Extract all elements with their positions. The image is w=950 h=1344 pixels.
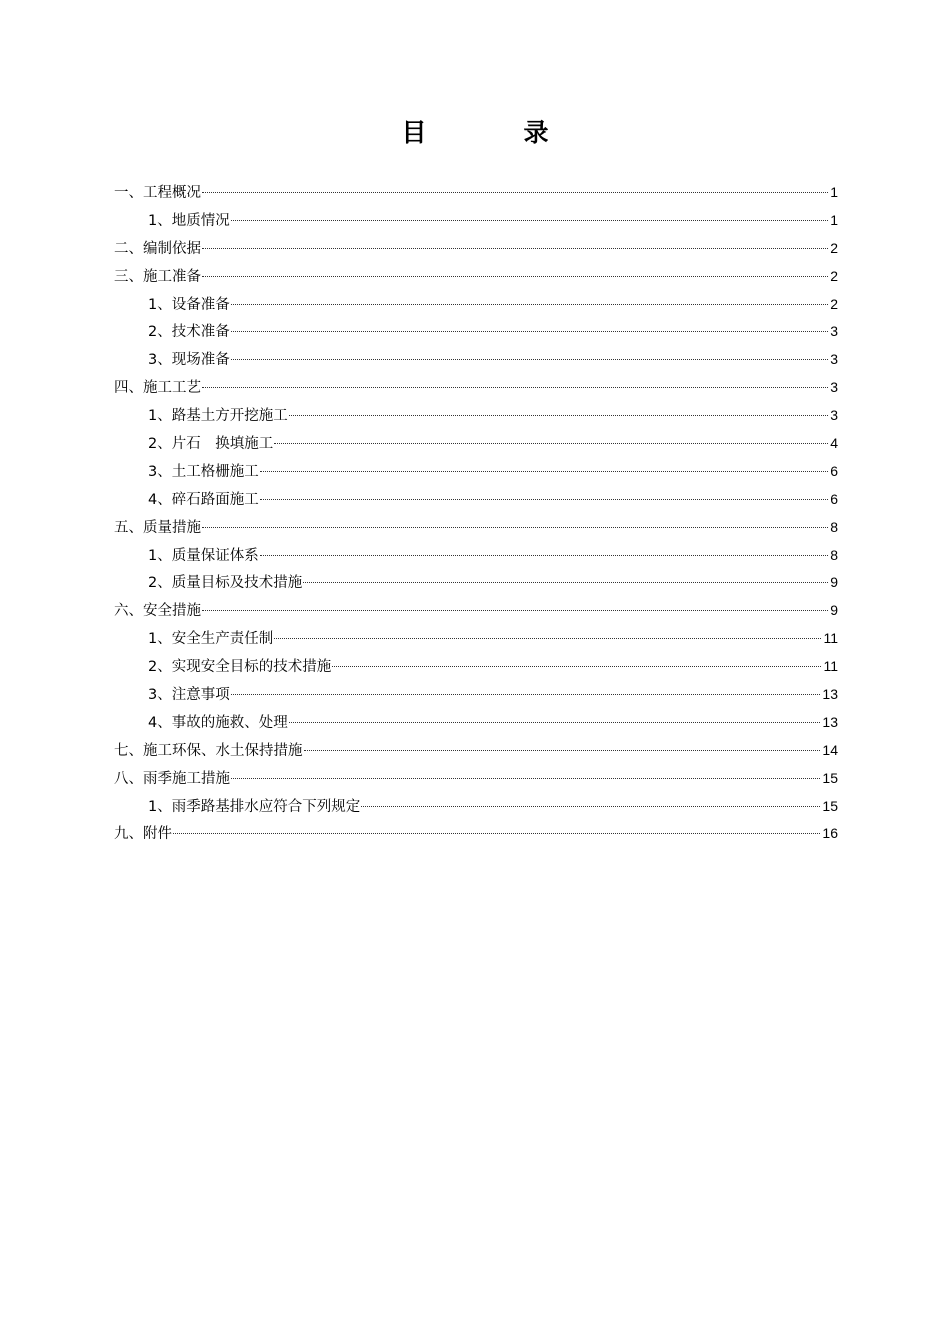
toc-entry[interactable] [114, 430, 838, 458]
toc-entry-page-number: 2 [830, 239, 838, 256]
toc-entry-page-number: 14 [822, 741, 838, 758]
toc-entry-page-number: 2 [830, 267, 838, 284]
dot-leader [231, 220, 828, 221]
toc-entry[interactable] [114, 737, 838, 765]
dot-leader [202, 276, 828, 277]
toc-entry-text: 2、片石 换填施工 [148, 436, 274, 453]
toc-list [114, 179, 838, 848]
toc-entry[interactable] [114, 263, 838, 291]
toc-entry[interactable] [114, 291, 838, 319]
toc-entry[interactable] [114, 514, 838, 542]
dot-leader [260, 471, 828, 472]
toc-entry[interactable] [114, 346, 838, 374]
dot-leader [274, 443, 828, 444]
toc-entry[interactable] [114, 597, 838, 625]
toc-entry-page-number: 16 [822, 825, 838, 842]
dot-leader [332, 666, 821, 667]
dot-leader [231, 359, 828, 360]
toc-entry-text: 2、技术准备 [148, 324, 230, 341]
toc-entry[interactable] [114, 765, 838, 793]
dot-leader [260, 499, 828, 500]
toc-entry-page-number: 2 [830, 295, 838, 312]
toc-entry-text: 1、路基土方开挖施工 [148, 408, 288, 425]
toc-entry-text: 八、雨季施工措施 [114, 770, 230, 787]
toc-entry[interactable] [114, 374, 838, 402]
dot-leader [173, 833, 820, 834]
dot-leader [202, 387, 828, 388]
toc-entry[interactable] [114, 179, 838, 207]
toc-entry-text: 4、事故的施救、处理 [148, 714, 288, 731]
toc-entry-page-number: 8 [830, 546, 838, 563]
dot-leader [303, 582, 828, 583]
toc-entry-text: 一、工程概况 [114, 185, 201, 201]
toc-entry-page-number: 3 [830, 323, 838, 340]
toc-entry-text: 1、质量保证体系 [148, 547, 259, 564]
toc-entry-text: 3、土工格栅施工 [148, 463, 259, 480]
toc-entry-page-number: 3 [830, 379, 838, 396]
toc-entry-text: 2、质量目标及技术措施 [148, 575, 303, 592]
toc-entry-page-number: 6 [830, 462, 838, 479]
toc-entry-text: 六、安全措施 [114, 603, 201, 620]
dot-leader [289, 415, 828, 416]
toc-entry[interactable] [114, 709, 838, 737]
toc-entry-page-number: 9 [830, 574, 838, 591]
toc-entry-page-number: 6 [830, 490, 838, 507]
toc-entry-page-number: 15 [822, 769, 838, 786]
dot-leader [202, 192, 828, 193]
toc-entry-text: 4、碎石路面施工 [148, 491, 259, 508]
toc-entry-page-number: 3 [830, 407, 838, 424]
toc-entry-page-number: 11 [823, 658, 838, 675]
toc-entry-text: 七、施工环保、水土保持措施 [114, 742, 303, 759]
dot-leader [231, 331, 828, 332]
toc-entry-page-number: 13 [822, 713, 838, 730]
toc-entry[interactable] [114, 235, 838, 263]
toc-entry[interactable] [114, 681, 838, 709]
toc-entry[interactable] [114, 402, 838, 430]
toc-entry-page-number: 11 [823, 630, 838, 647]
toc-entry-page-number: 3 [830, 351, 838, 368]
toc-entry-text: 四、施工工艺 [114, 380, 201, 397]
dot-leader [202, 610, 828, 611]
dot-leader [274, 638, 821, 639]
dot-leader [231, 778, 820, 779]
toc-entry[interactable] [114, 486, 838, 514]
dot-leader [202, 248, 828, 249]
toc-entry[interactable] [114, 820, 838, 848]
toc-entry-page-number: 1 [830, 211, 838, 228]
toc-entry[interactable] [114, 542, 838, 570]
toc-entry-page-number: 15 [822, 797, 838, 814]
dot-leader [361, 806, 820, 807]
toc-entry-page-number: 9 [830, 602, 838, 619]
toc-entry-page-number: 4 [830, 435, 838, 452]
dot-leader [202, 527, 828, 528]
dot-leader [304, 750, 821, 751]
toc-entry[interactable] [114, 625, 838, 653]
toc-entry-text: 五、质量措施 [114, 519, 201, 536]
toc-entry-text: 1、雨季路基排水应符合下列规定 [148, 798, 361, 815]
toc-entry[interactable] [114, 207, 838, 235]
toc-entry-text: 2、实现安全目标的技术措施 [148, 659, 332, 676]
toc-entry-text: 3、现场准备 [148, 352, 230, 369]
toc-entry-text: 3、注意事项 [148, 687, 230, 704]
toc-entry-text: 1、安全生产责任制 [148, 631, 274, 648]
dot-leader [231, 304, 828, 305]
toc-entry-page-number: 8 [830, 518, 838, 535]
toc-entry-page-number: 1 [830, 184, 838, 200]
toc-entry-text: 九、附件 [114, 826, 172, 843]
toc-entry[interactable] [114, 793, 838, 821]
toc-entry-page-number: 13 [822, 686, 838, 703]
toc-entry[interactable] [114, 653, 838, 681]
dot-leader [289, 722, 821, 723]
toc-entry[interactable] [114, 458, 838, 486]
dot-leader [260, 555, 828, 556]
toc-entry[interactable] [114, 318, 838, 346]
toc-entry-text: 二、编制依据 [114, 240, 201, 257]
toc-entry[interactable] [114, 569, 838, 597]
toc-title: 目 录 [401, 118, 585, 147]
dot-leader [231, 694, 821, 695]
toc-entry-text: 1、设备准备 [148, 296, 230, 313]
toc-entry-text: 1、地质情况 [148, 212, 230, 229]
toc-entry-text: 三、施工准备 [114, 268, 201, 285]
